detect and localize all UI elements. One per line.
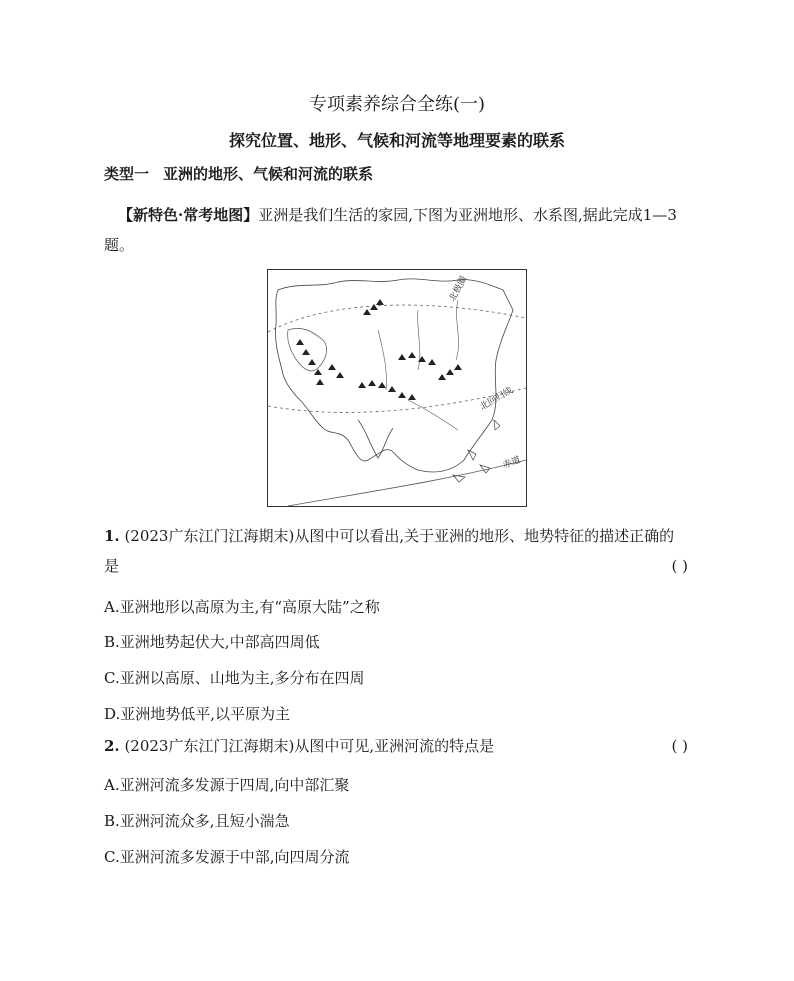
map-peninsula-india	[358, 420, 393, 458]
intro-text: 亚洲是我们生活的家园,下图为亚洲地形、水系图,据此完成1—3题。	[104, 206, 677, 254]
label-arctic-circle: 北极圈	[447, 274, 470, 304]
option-b: B.亚洲地势起伏大,中部高四周低	[104, 633, 320, 651]
map-coast-inner	[288, 328, 327, 371]
question-number: 2.	[104, 737, 120, 755]
river	[408, 400, 458, 430]
question-stem: 从图中可见,亚洲河流的特点是	[294, 737, 495, 755]
section-heading	[104, 163, 373, 184]
answer-paren: ( )	[671, 737, 688, 755]
page-subtitle: 探究位置、地形、气候和河流等地理要素的联系	[228, 131, 565, 150]
question-source: (2023广东江门江海期末)	[124, 527, 295, 545]
label-equator: 赤道	[501, 455, 522, 471]
equator-line	[288, 460, 526, 506]
river	[378, 330, 386, 390]
option-b: B.亚洲河流众多,且短小湍急	[104, 812, 290, 830]
question-2	[104, 731, 688, 761]
option-a: A.亚洲河流多发源于四周,向中部汇聚	[104, 776, 350, 794]
question-number: 1.	[104, 527, 120, 545]
question-stem: 从图中可以看出,关于亚洲的地形、地势特征的描述正确的是	[104, 527, 675, 575]
question-1	[104, 521, 688, 581]
label-tropic: 北回归线	[478, 385, 515, 413]
section-label: 类型一	[104, 165, 150, 183]
arctic-circle-line	[268, 305, 526, 332]
map-graphic	[268, 270, 526, 506]
option-d: D.亚洲地势低平,以平原为主	[104, 705, 291, 723]
section-text: 亚洲的地形、气候和河流的联系	[163, 165, 374, 183]
option-c: C.亚洲以高原、山地为主,多分布在四周	[104, 669, 365, 687]
option-c: C.亚洲河流多发源于中部,向四周分流	[104, 848, 350, 866]
intro-paragraph	[104, 200, 688, 260]
answer-paren: ( )	[671, 557, 688, 575]
river	[456, 300, 459, 360]
intro-tag: 【新特色·常考地图】	[118, 206, 259, 224]
option-a: A.亚洲地形以高原为主,有“高原大陆”之称	[104, 598, 380, 616]
question-source: (2023广东江门江海期末)	[124, 737, 295, 755]
page-title: 专项素养综合全练(一)	[308, 94, 486, 115]
map-coastline	[275, 279, 513, 472]
asia-terrain-map	[267, 269, 527, 507]
mountain-symbols	[296, 299, 462, 400]
map-islands	[453, 420, 500, 482]
